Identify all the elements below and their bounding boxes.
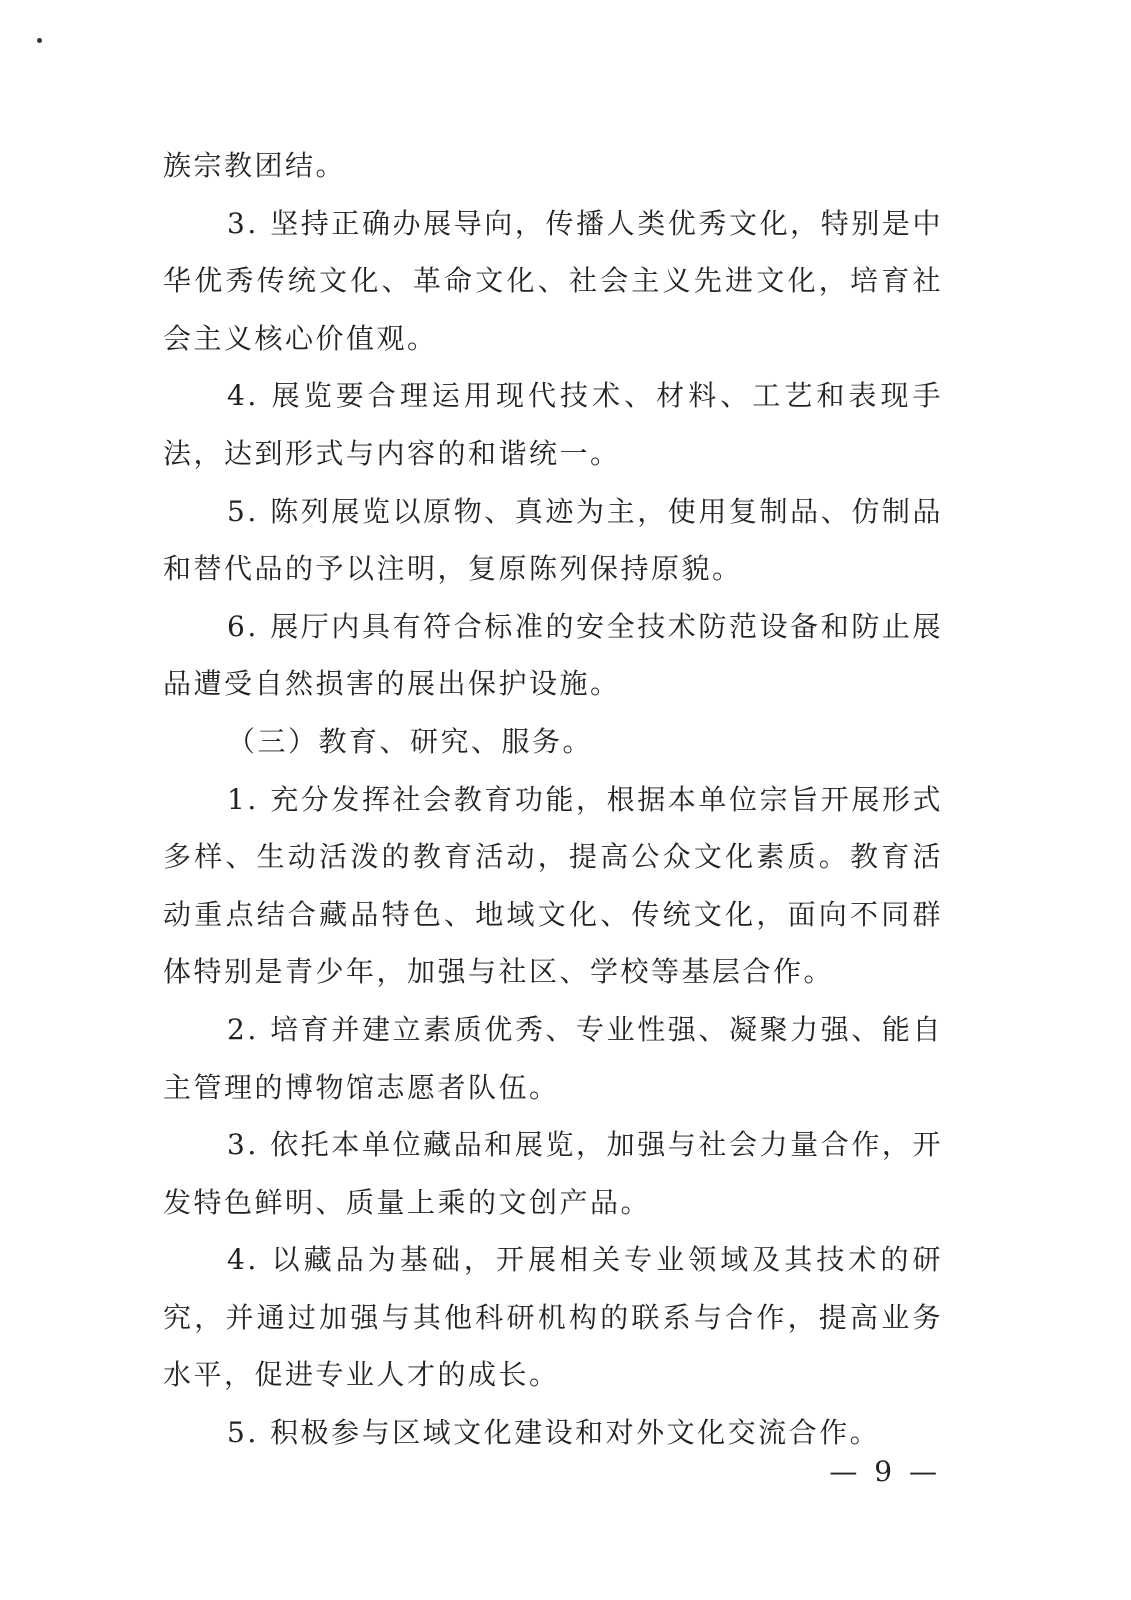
page-number: — 9 — — [829, 1455, 941, 1488]
paragraph-continuation: 族宗教团结。 — [163, 149, 347, 182]
paragraph-item-4-research: 4. 以藏品为基础，开展相关专业领域及其技术的研究，并通过加强与其他科研机构的联系与合作，提高业务水平，促进专业人才的成长。 — [163, 1243, 943, 1392]
paragraph-item-3-creative-products: 3. 依托本单位藏品和展览，加强与社会力量合作，开发特色鲜明、质量上乘的文创产品。 — [163, 1128, 943, 1219]
paragraph-item-6-security: 6. 展厅内具有符合标准的安全技术防范设备和防止展品遭受自然损害的展出保护设施。 — [163, 609, 943, 701]
paragraph-item-4-technology: 4. 展览要合理运用现代技术、材料、工艺和表现手法，达到形式与内容的和谐统一。 — [163, 379, 943, 470]
paragraph-item-1-education: 1. 充分发挥社会教育功能，根据本单位宗旨开展形式多样、生动活泼的教育活动，提高公众文化素质。教育活动重点结合藏品特色、地域文化、传统文化，面向不同群体特别是青少年，加强与社区、学校等基层合作。 — [163, 782, 943, 989]
paragraph-item-3-orientation: 3. 坚持正确办展导向，传播人类优秀文化，特别是中华优秀传统文化、革命文化、社会主义先进文化，培育社会主义核心价值观。 — [163, 206, 943, 355]
paragraph-item-5-originals: 5. 陈列展览以原物、真迹为主，使用复制品、仿制品和替代品的予以注明，复原陈列保持原貌。 — [163, 494, 943, 586]
body-text — [163, 137, 943, 1462]
scan-speck — [37, 38, 42, 43]
section-heading-education: （三）教育、研究、服务。 — [227, 724, 594, 758]
paragraph-item-5-exchange: 5. 积极参与区域文化建设和对外文化交流合作。 — [227, 1416, 881, 1450]
paragraph-item-2-volunteers: 2. 培育并建立素质优秀、专业性强、凝聚力强、能自主管理的博物馆志愿者队伍。 — [163, 1012, 943, 1104]
